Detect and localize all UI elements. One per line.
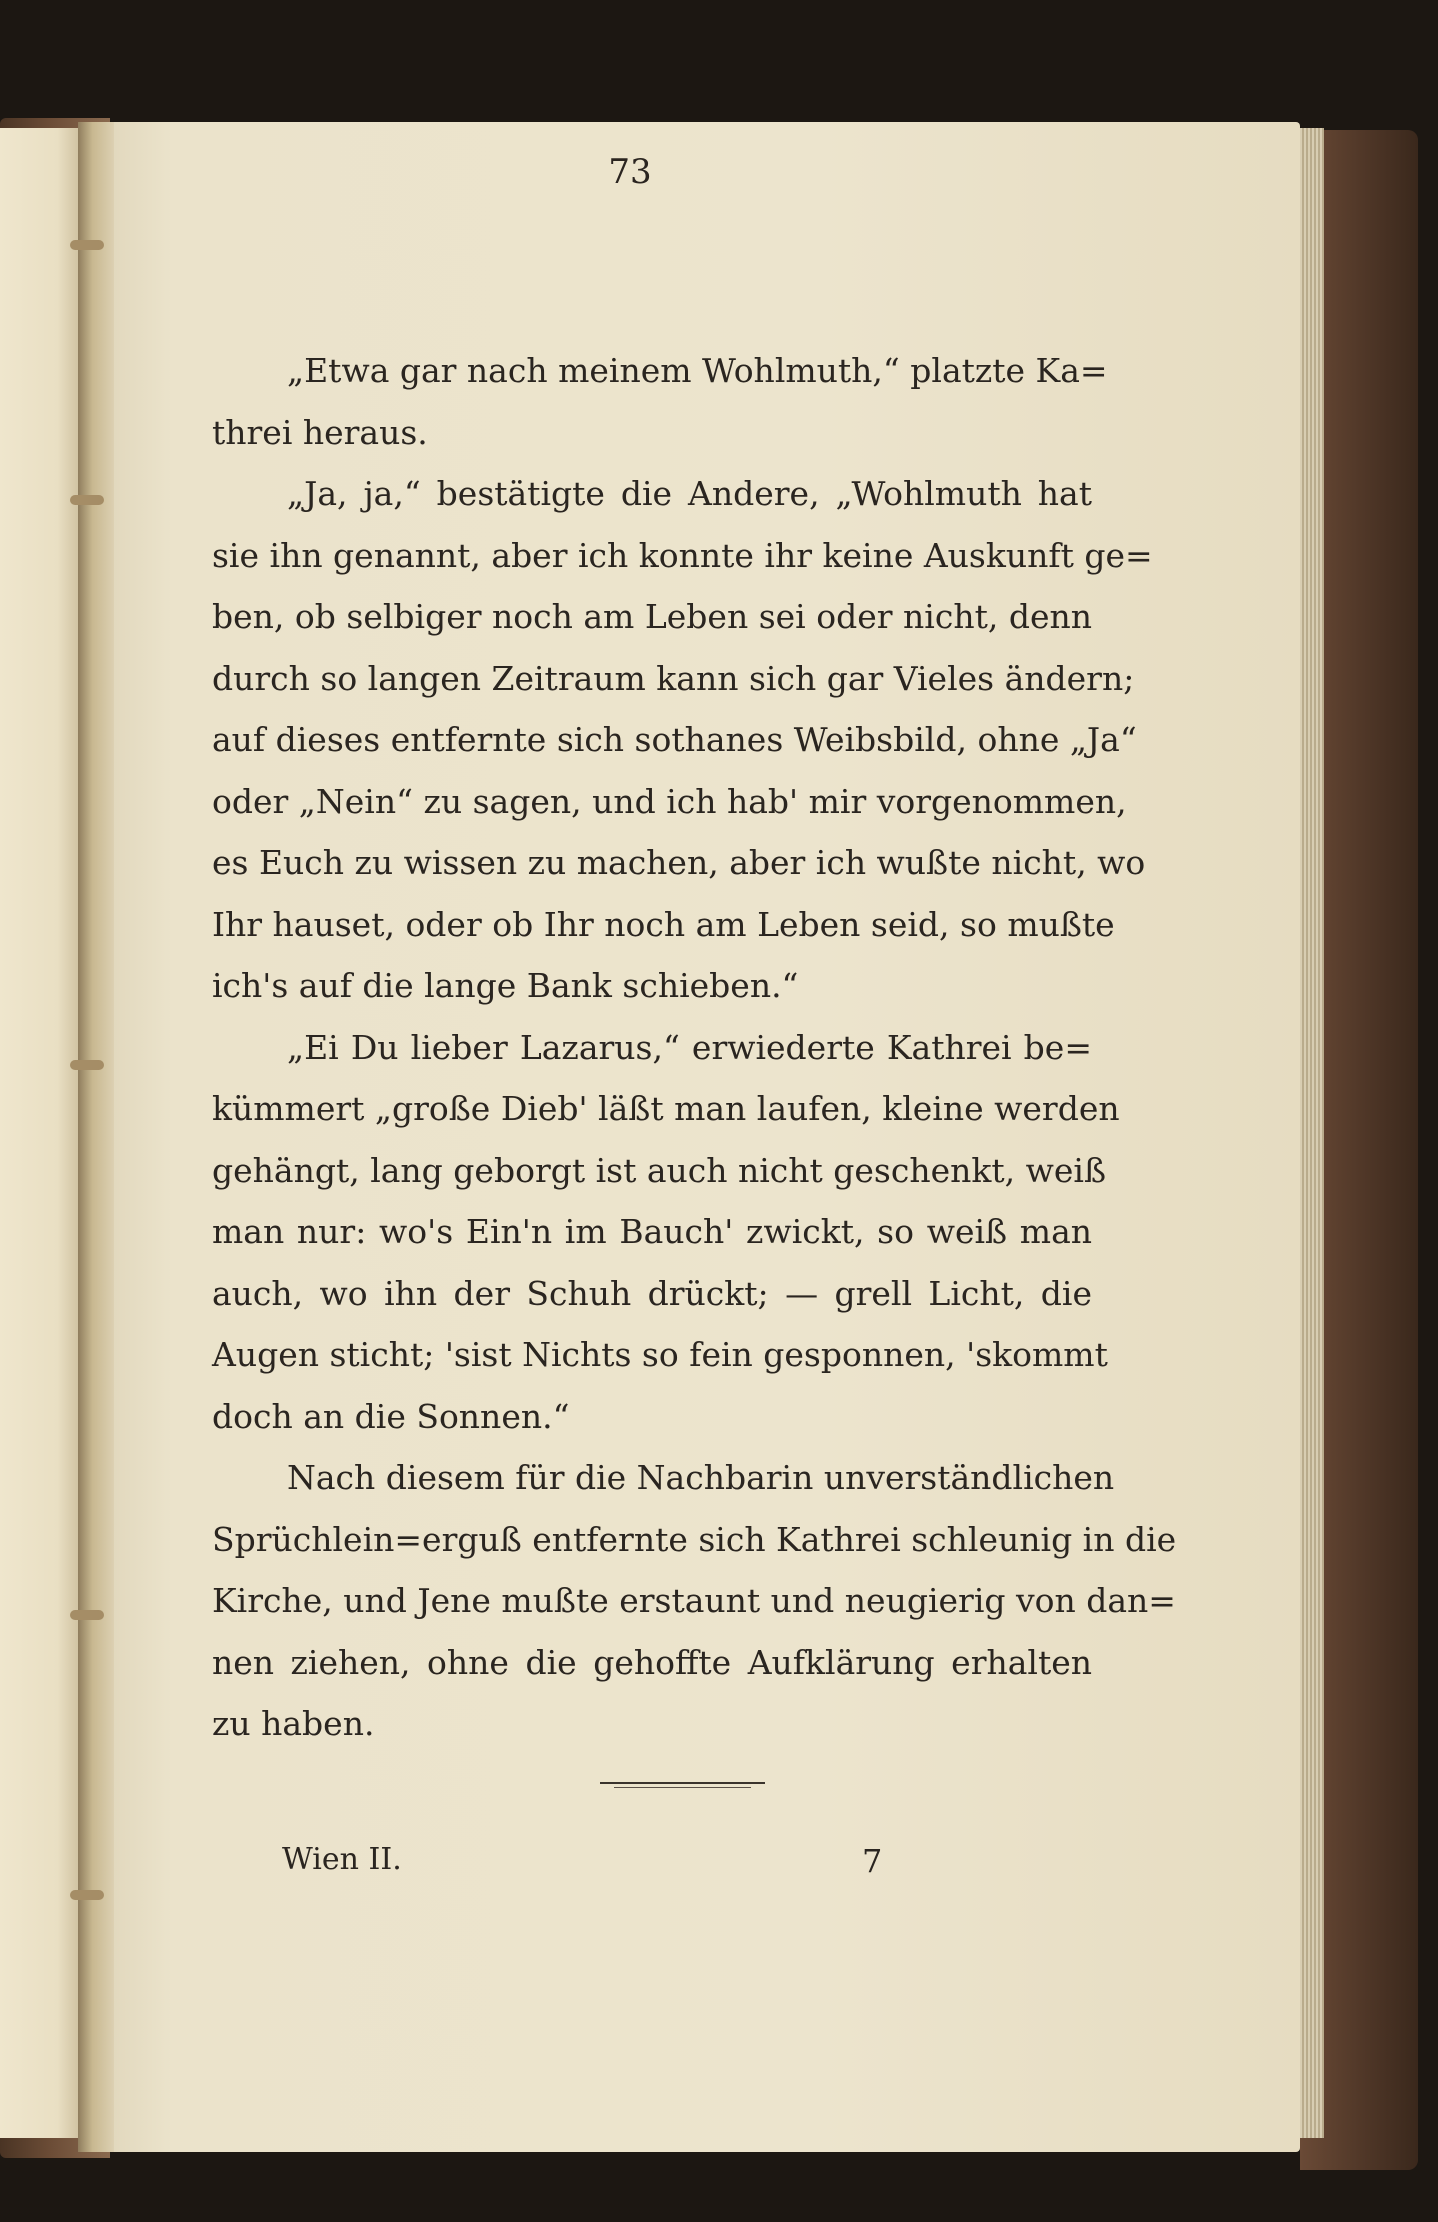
binding-stitch bbox=[70, 1060, 104, 1070]
text-line: man nur: wo's Ein'n im Bauch' zwickt, so weiß man bbox=[212, 1212, 1092, 1251]
text-line: es Euch zu wissen zu machen, aber ich wußte nicht, wo bbox=[212, 843, 1146, 882]
text-line: „Etwa gar nach meinem Wohlmuth,“ platzte Ka= bbox=[287, 351, 1108, 390]
text-line: Nach diesem für die Nachbarin unverständlichen bbox=[287, 1458, 1115, 1497]
book-gutter bbox=[78, 122, 114, 2152]
text-line: ben, ob selbiger noch am Leben sei oder nicht, denn bbox=[212, 597, 1092, 636]
text-line: „Ei Du lieber Lazarus,“ erwiederte Kathrei be= bbox=[287, 1027, 1092, 1067]
text-line: oder „Nein“ zu sagen, und ich hab' mir vorgenommen, bbox=[212, 781, 1127, 821]
footer-signature: Wien II. bbox=[282, 1842, 402, 1877]
text-line: auf dieses entfernte sich sothanes Weibsbild, ohne „Ja“ bbox=[212, 720, 1137, 759]
text-line: sie ihn genannt, aber ich konnte ihr keine Auskunft ge= bbox=[212, 535, 1153, 575]
text-line: kümmert „große Dieb' läßt man laufen, kleine werden bbox=[212, 1089, 1120, 1128]
facing-page-edge bbox=[0, 128, 82, 2138]
text-line: durch so langen Zeitraum kann sich gar Vieles ändern; bbox=[212, 658, 1135, 698]
text-line: threi heraus. bbox=[212, 412, 428, 452]
text-line: nen ziehen, ohne die gehoffte Aufklärung erhalten bbox=[212, 1642, 1092, 1682]
text-line: zu haben. bbox=[212, 1704, 375, 1743]
binding-stitch bbox=[70, 1890, 104, 1900]
page-body-text bbox=[212, 340, 1177, 1755]
text-line: doch an die Sonnen.“ bbox=[212, 1396, 570, 1436]
binding-stitch bbox=[70, 240, 104, 250]
footer-sheet-number: 7 bbox=[862, 1842, 883, 1880]
text-line: Augen sticht; 'sist Nichts so fein gesponnen, 'skommt bbox=[212, 1335, 1108, 1374]
text-line: Sprüchlein=erguß entfernte sich Kathrei schleunig in die bbox=[212, 1519, 1177, 1559]
text-line: Ihr hauset, oder ob Ihr noch am Leben seid, so mußte bbox=[212, 904, 1115, 944]
text-line: auch, wo ihn der Schuh drückt; — grell Licht, die bbox=[212, 1273, 1092, 1313]
text-line: gehängt, lang geborgt ist auch nicht geschenkt, weiß bbox=[212, 1150, 1106, 1190]
binding-stitch bbox=[70, 1610, 104, 1620]
binding-stitch bbox=[70, 495, 104, 505]
page-number: 73 bbox=[608, 152, 652, 192]
text-line: ich's auf die lange Bank schieben.“ bbox=[212, 966, 799, 1005]
text-line: Kirche, und Jene mußte erstaunt und neugierig von dan= bbox=[212, 1581, 1176, 1620]
section-rule bbox=[600, 1782, 765, 1784]
text-line: „Ja, ja,“ bestätigte die Andere, „Wohlmuth hat bbox=[287, 474, 1092, 513]
